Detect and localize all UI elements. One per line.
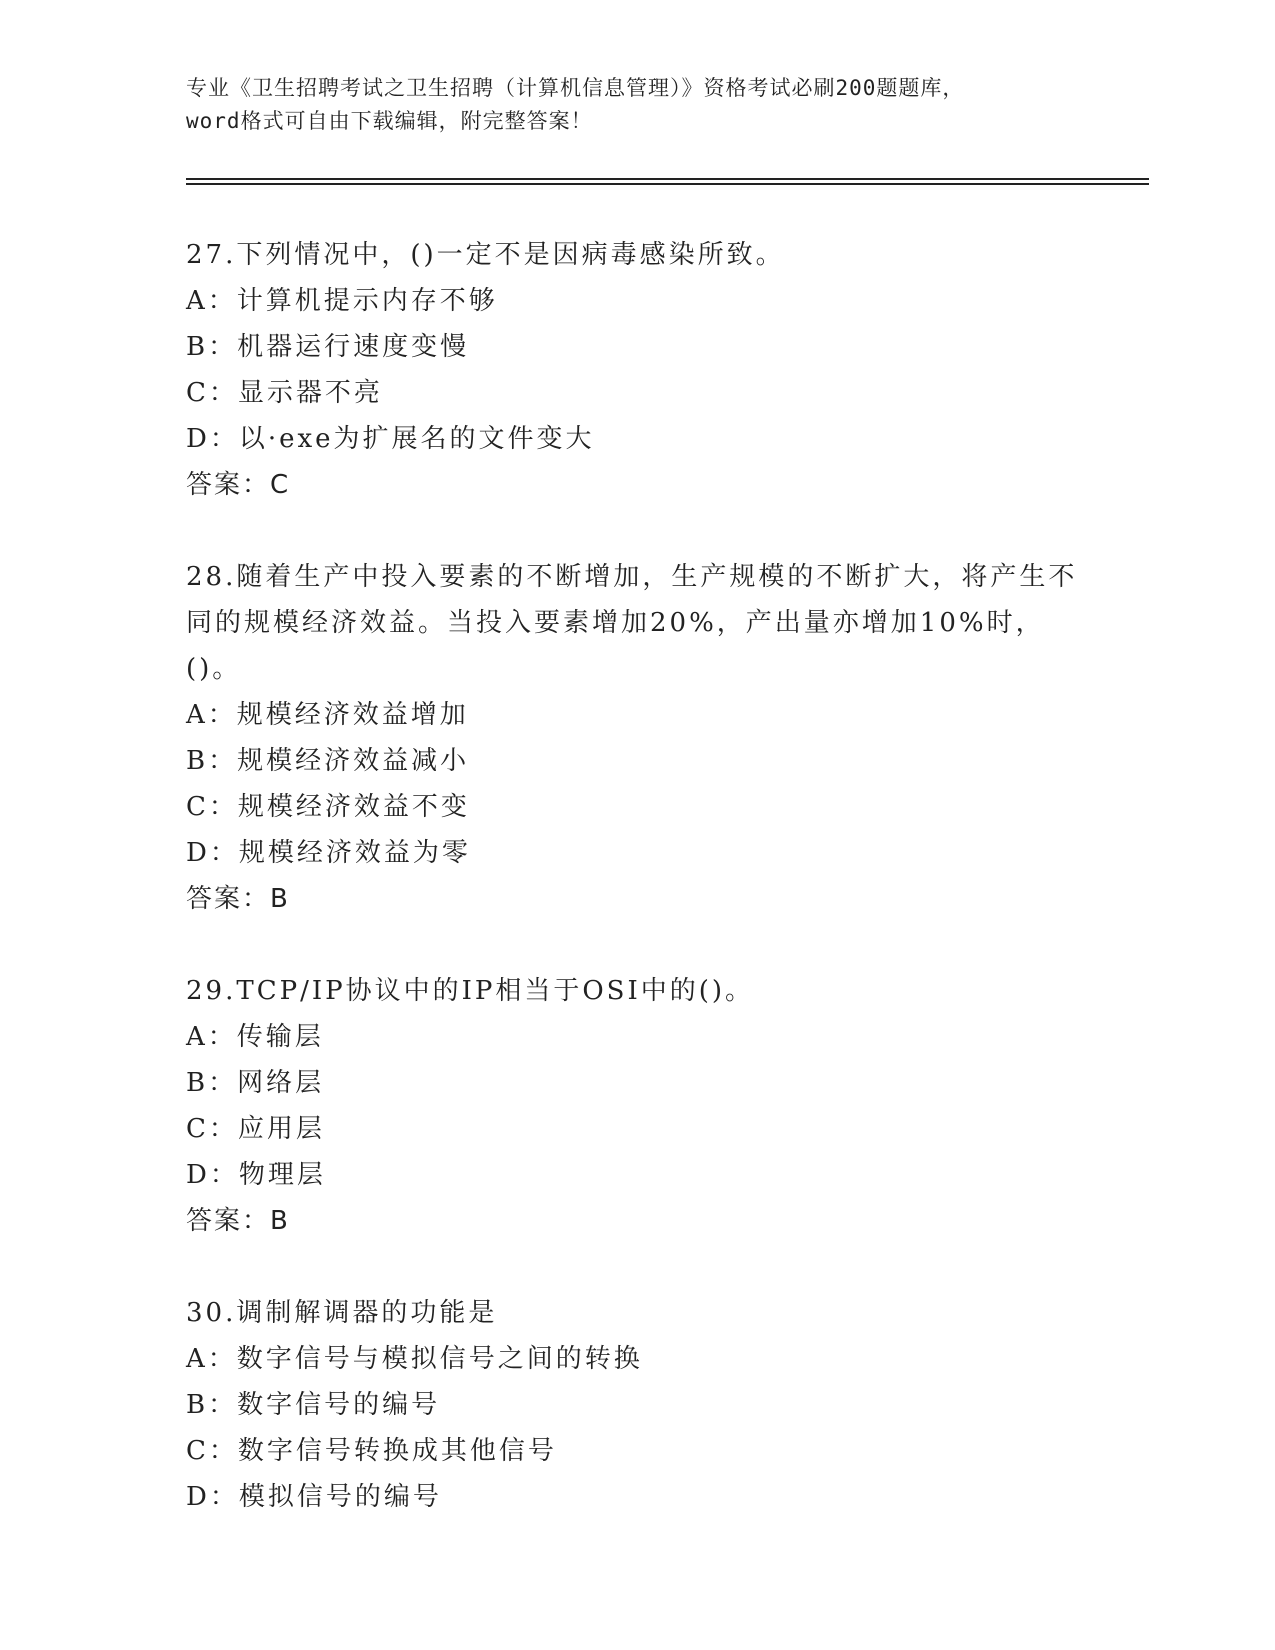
option-b: B：机器运行速度变慢	[186, 332, 470, 362]
question-stem: 28.随着生产中投入要素的不断增加，生产规模的不断扩大，将产生不同的规模经济效益。当投入要素增加20%，产出量亦增加10%时，()。	[186, 562, 1078, 684]
document-header	[186, 72, 1086, 138]
question-29	[186, 968, 1086, 1244]
option-c: C：规模经济效益不变	[186, 792, 470, 822]
option-a: A：传输层	[186, 1022, 324, 1052]
option-b: B：网络层	[186, 1068, 325, 1098]
option-a: A：规模经济效益增加	[186, 700, 469, 730]
option-d: D：物理层	[186, 1160, 326, 1190]
header-line-1: 专业《卫生招聘考试之卫生招聘（计算机信息管理）》资格考试必刷200题题库，	[186, 76, 965, 100]
option-d: D：模拟信号的编号	[186, 1482, 442, 1512]
option-a: A：计算机提示内存不够	[186, 286, 498, 316]
option-c: C：数字信号转换成其他信号	[186, 1436, 557, 1466]
option-a: A：数字信号与模拟信号之间的转换	[186, 1344, 643, 1374]
question-27	[186, 232, 1086, 508]
option-b: B：规模经济效益减小	[186, 746, 470, 776]
option-b: B：数字信号的编号	[186, 1390, 441, 1420]
question-stem: 30.调制解调器的功能是	[186, 1298, 498, 1328]
question-stem: 29.TCP/IP协议中的IP相当于OSI中的()。	[186, 976, 755, 1006]
question-30	[186, 1290, 1086, 1520]
header-line-2: word格式可自由下载编辑，附完整答案！	[186, 109, 593, 133]
question-28	[186, 554, 1086, 922]
answer-line: 答案：C	[186, 470, 291, 500]
option-c: C：应用层	[186, 1114, 325, 1144]
header-divider-top	[186, 178, 1149, 180]
question-stem: 27.下列情况中，()一定不是因病毒感染所致。	[186, 240, 785, 270]
header-divider-bottom	[186, 183, 1149, 185]
answer-line: 答案：B	[186, 1206, 290, 1236]
question-list	[186, 232, 1086, 1566]
option-c: C：显示器不亮	[186, 378, 383, 408]
option-d: D：以·exe为扩展名的文件变大	[186, 424, 595, 454]
answer-line: 答案：B	[186, 884, 290, 914]
option-d: D：规模经济效益为零	[186, 838, 471, 868]
